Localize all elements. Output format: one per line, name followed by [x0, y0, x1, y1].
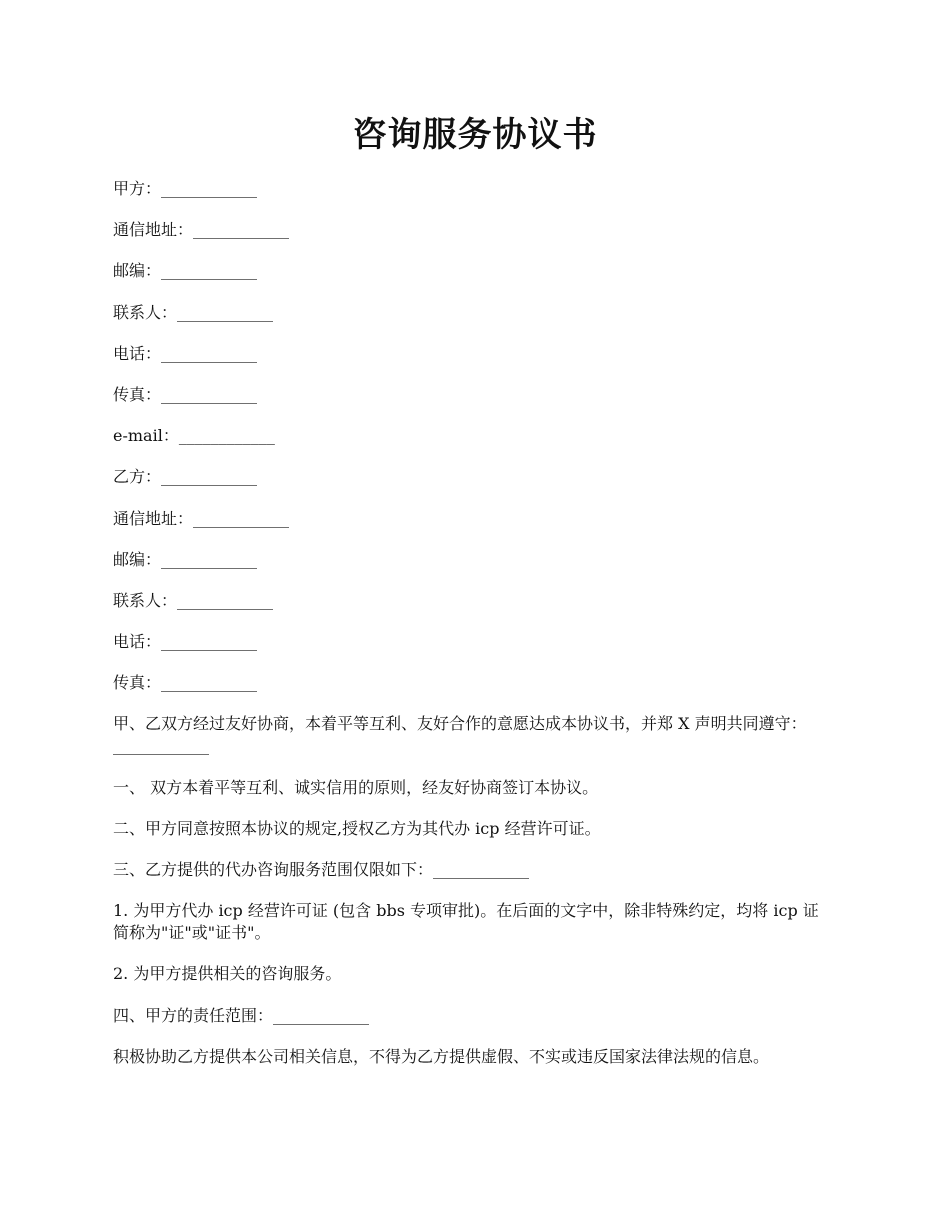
party-b-postcode-line: 邮编：____________: [113, 549, 258, 569]
party-a-postcode-line: 邮编：____________: [113, 261, 258, 281]
party-a-email-line: e-mail：____________: [113, 426, 275, 446]
service-item-2-paragraph: 2. 为甲方提供相关的咨询服务。: [113, 964, 342, 984]
agreement-intro-paragraph: 甲、乙双方经过友好协商，本着平等互利、友好合作的意愿达成本协议书，并郑 X 声明共同遵守：____________: [113, 714, 807, 756]
document-body: [113, 178, 833, 1068]
document-title: 咨询服务协议书: [352, 115, 598, 155]
party-b-name-line: 乙方：____________: [113, 467, 258, 487]
clause-2-paragraph: 二、甲方同意按照本协议的规定,授权乙方为其代办 icp 经营许可证。: [113, 818, 601, 838]
party-a-name-line: 甲方：____________: [113, 179, 258, 198]
party-b-address-line: 通信地址：____________: [113, 508, 290, 528]
party-a-responsibility-paragraph: 积极协助乙方提供本公司相关信息，不得为乙方提供虚假、不实或违反国家法律法规的信息。: [113, 1046, 770, 1066]
party-a-phone-line: 电话：____________: [113, 343, 258, 363]
clause-4-paragraph: 四、甲方的责任范围：____________: [113, 1005, 370, 1025]
party-a-fax-line: 传真：____________: [113, 384, 258, 404]
party-b-phone-line: 电话：____________: [113, 632, 258, 652]
party-b-contact-line: 联系人：____________: [113, 590, 274, 610]
party-b-fax-line: 传真：____________: [113, 673, 258, 693]
service-item-1-paragraph: 1. 为甲方代办 icp 经营许可证 (包含 bbs 专项审批)。在后面的文字中，除非特殊约定，均将 icp 证简称为"证"或"证书"。: [113, 901, 819, 943]
party-a-address-line: 通信地址：____________: [113, 220, 290, 240]
party-a-contact-line: 联系人：____________: [113, 302, 274, 322]
clause-1-paragraph: 一、 双方本着平等互利、诚实信用的原则，经友好协商签订本协议。: [113, 777, 599, 797]
clause-3-paragraph: 三、乙方提供的代办咨询服务范围仅限如下：____________: [113, 860, 530, 879]
